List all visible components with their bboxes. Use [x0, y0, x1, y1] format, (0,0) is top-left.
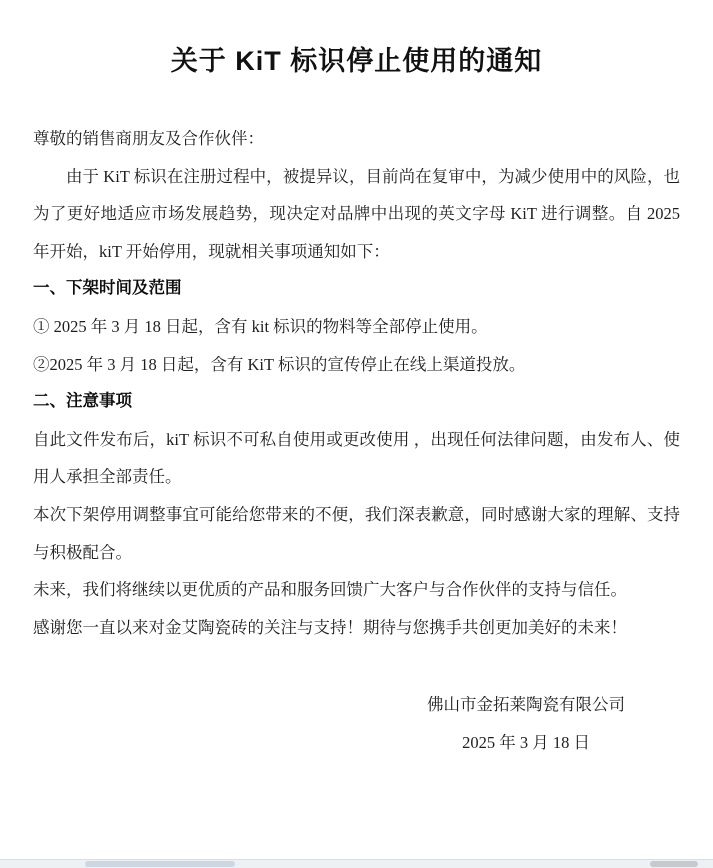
section2-paragraph-3: 未来，我们将继续以更优质的产品和服务回馈广大客户与合作伙伴的支持与信任。	[33, 580, 627, 600]
section2-paragraph-4: 感谢您一直以来对金艾陶瓷砖的关注与支持！期待与您携手共创更加美好的未来！	[33, 617, 627, 637]
scrollbar-thumb-left[interactable]	[85, 861, 235, 867]
scrollbar-thumb-right[interactable]	[650, 861, 698, 867]
signature-block	[427, 686, 625, 761]
horizontal-scrollbar[interactable]	[0, 859, 713, 868]
section1-item-2: ②2025 年 3 月 18 日起，含有 KiT 标识的宣传停止在线上渠道投放。	[33, 354, 526, 374]
section2-paragraph-1: 自此文件发布后，kiT 标识不可私自使用或更改使用 ，出现任何法律问题，由发布人、使用人承担全部责任。	[33, 429, 680, 487]
document-title: 关于 KiT 标识停止使用的通知	[170, 46, 543, 76]
section1-heading: 一、下架时间及范围	[33, 279, 182, 298]
signature-date: 2025 年 3 月 18 日	[462, 732, 590, 752]
intro-paragraph: 由于 KiT 标识在注册过程中，被提异议，目前尚在复审中，为减少使用中的风险，也为了更好地适应市场发展趋势，现决定对品牌中出现的英文字母 KiT 进行调整。自 2025 年开始，kiT 开始停用，现就相关事项通知如下：	[33, 166, 680, 261]
section1-item-1: ① 2025 年 3 月 18 日起，含有 kit 标识的物料等全部停止使用。	[33, 316, 488, 336]
salutation-line: 尊敬的销售商朋友及合作伙伴：	[33, 129, 264, 148]
section2-paragraph-2: 本次下架停用调整事宜可能给您带来的不便，我们深表歉意，同时感谢大家的理解、支持与积极配合。	[33, 504, 680, 562]
company-signature: 佛山市金拓莱陶瓷有限公司	[427, 695, 625, 715]
section2-heading: 二、注意事项	[33, 392, 132, 411]
